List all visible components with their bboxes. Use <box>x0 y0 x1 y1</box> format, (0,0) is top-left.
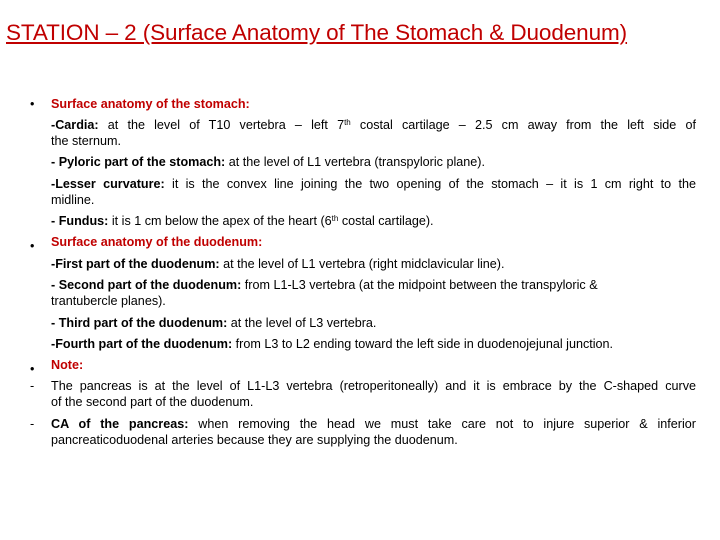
bullet-marker: • <box>30 239 35 253</box>
dash-marker: - <box>30 417 35 431</box>
pyloric-line: - Pyloric part of the stomach: at the level of L1 vertebra (transpyloric plane). <box>51 155 485 169</box>
lesser-curvature-line: -Lesser curvature: it is the convex line joining the two opening of the stomach – it is 1 cm right to the <box>51 177 696 191</box>
pancreas-line-cont: of the second part of the duodenum. <box>51 395 254 409</box>
cardia-line: -Cardia: at the level of T10 vertebra – left 7th costal cartilage – 2.5 cm away from the left side of <box>51 118 696 132</box>
second-part-line: - Second part of the duodenum: from L1-L3 vertebra (at the midpoint between the transpyloric & <box>51 278 598 292</box>
fourth-part-line: -Fourth part of the duodenum: from L3 to L2 ending toward the left side in duodenojejunal junction. <box>51 337 614 351</box>
pancreas-line: The pancreas is at the level of L1-L3 vertebra (retroperitoneally) and it is embrace by the C-shaped curve <box>51 379 696 393</box>
note-heading: Note: <box>51 358 84 372</box>
fundus-line: - Fundus: it is 1 cm below the apex of the heart (6th costal cartilage). <box>51 214 434 228</box>
slide-title: STATION – 2 (Surface Anatomy of The Stomach & Duodenum) <box>6 20 628 45</box>
bullet-marker: • <box>30 97 35 111</box>
cardia-line-cont: the sternum. <box>51 134 121 148</box>
bullet-marker: • <box>30 362 35 376</box>
ca-pancreas-line: CA of the pancreas: when removing the head we must take care not to injure superior & inferior <box>51 417 697 431</box>
lesser-curvature-cont: midline. <box>51 193 95 207</box>
second-part-cont: trantubercle planes). <box>51 294 166 308</box>
first-part-line: -First part of the duodenum: at the level of L1 vertebra (right midclavicular line). <box>51 257 505 271</box>
dash-marker: - <box>30 379 35 393</box>
ca-pancreas-cont: pancreaticoduodenal arteries because they are supplying the duodenum. <box>51 433 458 447</box>
stomach-heading: Surface anatomy of the stomach: <box>51 97 250 111</box>
third-part-line: - Third part of the duodenum: at the level of L3 vertebra. <box>51 316 377 330</box>
duodenum-heading: Surface anatomy of the duodenum: <box>51 235 263 249</box>
